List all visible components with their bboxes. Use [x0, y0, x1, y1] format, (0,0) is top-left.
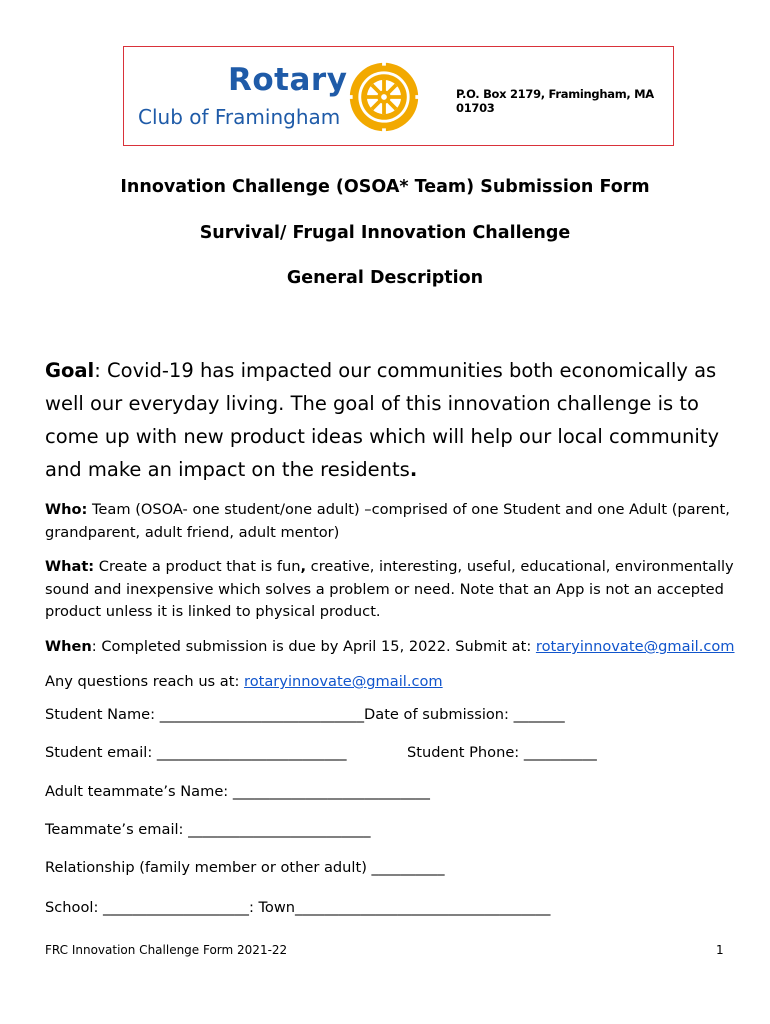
when-text: : Completed submission is due by April 15, 2022. Submit at:	[91, 638, 536, 655]
adult-name-field[interactable]: Adult teammate’s Name: ___________________________	[45, 783, 430, 800]
what-comma: ,	[300, 558, 307, 575]
submit-email-link[interactable]: rotaryinnovate@gmail.com	[535, 638, 735, 655]
questions-text: Any questions reach us at:	[45, 673, 245, 690]
what-paragraph	[45, 556, 735, 624]
goal-end: .	[409, 458, 418, 481]
student-phone-field[interactable]: Student Phone: __________	[407, 744, 597, 761]
when-paragraph	[45, 636, 735, 659]
what-text-1: Create a product that is fun	[94, 558, 301, 575]
who-paragraph	[45, 499, 735, 544]
when-label: When	[45, 638, 92, 655]
goal-paragraph	[45, 354, 735, 486]
student-email-field[interactable]: Student email: __________________________	[45, 744, 347, 761]
challenge-subtitle: Survival/ Frugal Innovation Challenge	[199, 223, 571, 243]
address-text: P.O. Box 2179, Framingham, MA 01703	[456, 87, 654, 115]
form-title: Innovation Challenge (OSOA* Team) Submission Form	[120, 177, 650, 197]
page-number: 1	[716, 943, 724, 957]
who-label: Who:	[45, 501, 88, 518]
goal-label: Goal	[45, 359, 95, 382]
goal-text: : Covid-19 has impacted our communities both economically as well our everyday living. The goal of this innovation challenge is to come up with new product ideas which will help our local community and make an impact on the residents	[45, 359, 720, 481]
questions-paragraph	[45, 671, 735, 694]
what-label: What:	[45, 558, 95, 575]
what-text-2: creative, interesting, useful, educational, environmentally sound and inexpensive which solves a problem or need. Note that an App is not an accepted product unless it is linked to physical product.	[45, 558, 734, 620]
logo-rotary-text: Rotary	[228, 62, 348, 98]
teammate-email-field[interactable]: Teammate’s email: _________________________	[45, 821, 371, 838]
who-text: Team (OSOA- one student/one adult) –comprised of one Student and one Adult (parent, grandparent, adult friend, adult mentor)	[45, 501, 730, 541]
footer-form-name: FRC Innovation Challenge Form 2021-22	[45, 943, 288, 957]
relationship-field[interactable]: Relationship (family member or other adult) __________	[45, 859, 445, 876]
rotary-wheel-icon	[346, 59, 422, 135]
questions-email-link[interactable]: rotaryinnovate@gmail.com	[244, 673, 443, 690]
student-name-field[interactable]: Student Name: ____________________________Date of submission: _______	[45, 706, 565, 723]
header-logo-box	[123, 46, 674, 146]
logo-club-text: Club of Framingham	[138, 105, 341, 129]
section-heading: General Description	[286, 268, 484, 288]
school-town-field[interactable]: School: ____________________: Town___________________________________	[45, 899, 551, 916]
